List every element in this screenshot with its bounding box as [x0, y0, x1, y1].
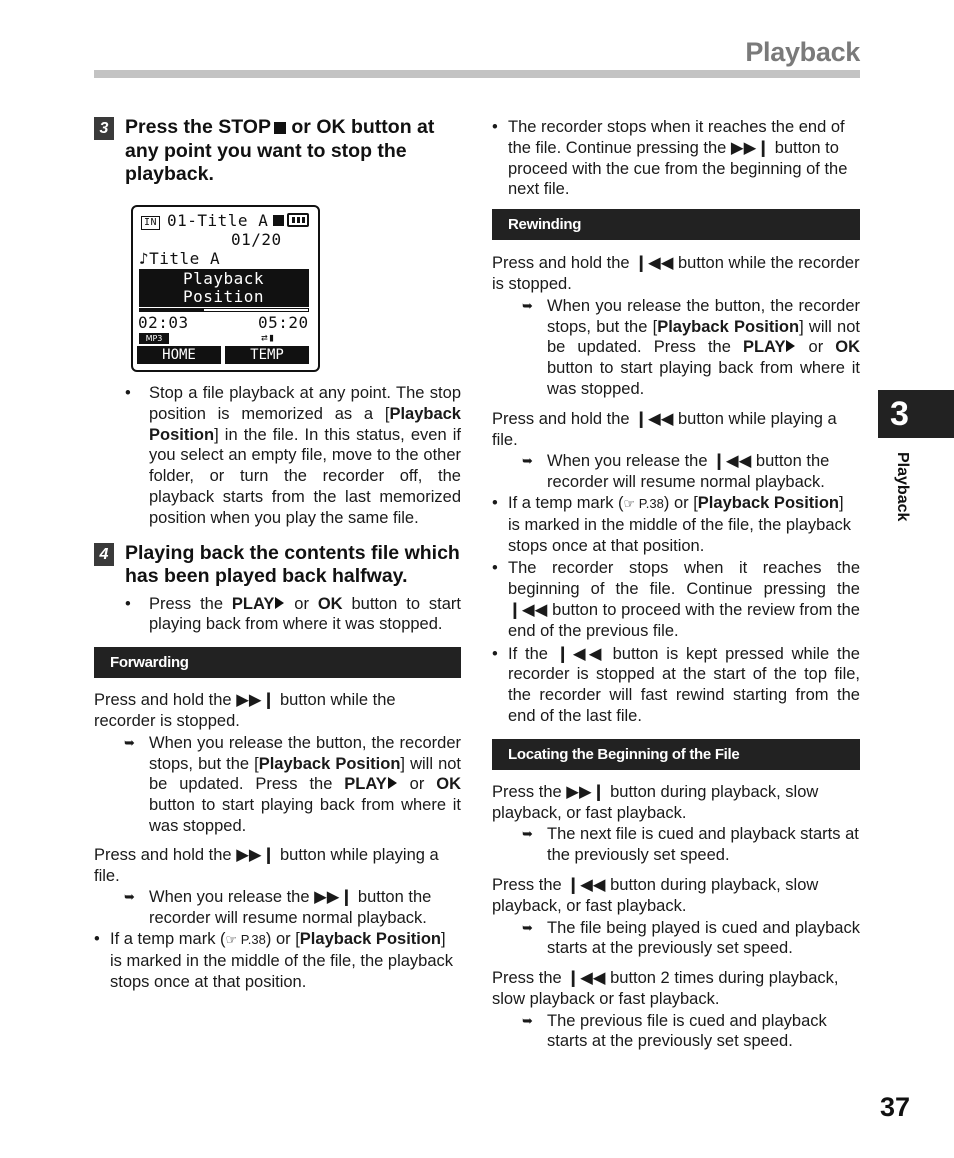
right-column — [492, 117, 860, 1052]
left-column — [94, 116, 461, 187]
forward-end-bullet: • The recorder stops when it reaches the end of the file. Continue pressing the ▶▶❙ button to proceed with the cue from the beginning of the next file. — [492, 118, 848, 199]
left-column-body — [94, 383, 461, 992]
page-number: 37 — [880, 1092, 911, 1122]
locate-current-note: ➥ The file being played is cued and playback starts at the previously set speed. — [522, 918, 860, 958]
arrow-icon: ➥ — [522, 1012, 533, 1028]
music-note-icon: ♪ — [139, 249, 150, 268]
lcd-total-time: 05:20 — [258, 313, 309, 332]
step-3: 3 Press the STOP or OK button at any point you want to stop the playback. — [94, 116, 461, 187]
previous-icon: ❙◀◀ — [566, 969, 606, 988]
resume-bullet: • Press the PLAY or OK button to start playing back from where it was stopped. — [125, 594, 461, 634]
section-locating: Locating the Beginning of the File — [492, 739, 860, 770]
rewind-release-note: ➥ When you release the button, the recorder stops, but the [Playback Position] will not be updated. Press the PLAY or OK button to start playing back from where it was stopped. — [522, 296, 861, 398]
forward-release-note: ➥ When you release the button, the recorder stops, but the [Playback Position] will not be updated. Press the PLAY or OK button to start playing back from where it was stopped. — [124, 733, 462, 835]
progress-bar — [139, 308, 309, 312]
rewind-resume-note: ➥ When you release the ❙◀◀ button the recorder will resume normal playback. — [522, 452, 830, 492]
rewind-stopped-text: Press and hold the ❙◀◀ button while the recorder is stopped. — [492, 254, 860, 293]
lcd-file-name: 01-Title A — [167, 211, 269, 230]
forward-resume-note: ➥ When you release the ▶▶❙ button the recorder will resume normal playback. — [124, 888, 432, 928]
next-icon: ▶▶❙ — [566, 782, 606, 801]
rewind-top-file-bullet: • If the ❙◀◀ button is kept pressed while the recorder is stopped at the start of the top file, the recorder will fast rewind starting from the end of the last file. — [492, 644, 860, 725]
previous-icon: ❙◀◀ — [712, 452, 752, 471]
previous-icon: ❙◀◀ — [508, 600, 548, 619]
next-icon: ▶▶❙ — [730, 138, 771, 157]
next-icon: ▶▶❙ — [236, 691, 276, 710]
rewind-tempmark-bullet: • If a temp mark (☞ P.38) or [Playback Position] is marked in the middle of the file, the playback stops once at that position. — [492, 493, 852, 555]
arrow-icon: ➥ — [522, 826, 533, 842]
previous-icon: ❙◀◀ — [555, 644, 605, 663]
lcd-home-button: HOME — [137, 346, 221, 364]
step-4: 4 Playing back the contents file which has been played back halfway. — [94, 542, 461, 589]
next-icon: ▶▶❙ — [314, 888, 354, 907]
section-rewinding: Rewinding — [492, 209, 860, 240]
locate-next-text: Press the ▶▶❙ button during playback, slow playback, or fast playback. — [492, 782, 819, 822]
recorder-lcd-screen — [131, 205, 320, 372]
forward-tempmark-bullet: • If a temp mark (☞ P.38) or [Playback Position] is marked in the middle of the file, the playback stops once at that position. — [94, 929, 454, 991]
folder-badge: IN — [141, 216, 160, 230]
locate-next-note: ➥ The next file is cued and playback starts at the previously set speed. — [522, 825, 859, 865]
lcd-elapsed-time: 02:03 — [138, 313, 189, 332]
next-icon: ▶▶❙ — [236, 845, 276, 864]
arrow-icon: ➥ — [522, 453, 533, 469]
arrow-icon: ➥ — [522, 297, 533, 313]
rewind-playing-text: Press and hold the ❙◀◀ button while playing a file. — [492, 409, 837, 449]
stop-info-bullet: • Stop a file playback at any point. The stop position is memorized as a [Playback Position] in the file. In this status, even if you select an empty file, move to the other folder, or turn the recorder off, the playback starts from the last memorized position when you play the same file. — [125, 384, 461, 527]
lock-icon — [273, 215, 284, 226]
lcd-message-box: Playback Position — [139, 269, 309, 307]
battery-icon — [287, 213, 309, 227]
rewind-beginning-bullet: • The recorder stops when it reaches the beginning of the file. Continue pressing the ❙◀◀ button to proceed with the review from the end of the previous file. — [492, 559, 860, 640]
lcd-temp-button: TEMP — [225, 346, 309, 364]
play-icon — [786, 340, 795, 352]
previous-icon: ❙◀◀ — [634, 254, 674, 273]
forward-stopped-text: Press and hold the ▶▶❙ button while the recorder is stopped. — [94, 691, 396, 730]
lcd-file-count: 01/20 — [231, 230, 282, 249]
play-icon — [275, 597, 284, 609]
section-forwarding: Forwarding — [94, 647, 461, 678]
arrow-icon: ➥ — [124, 889, 135, 905]
lcd-title: ♪Title A — [139, 249, 221, 268]
play-icon — [388, 777, 397, 789]
locate-current-text: Press the ❙◀◀ button during playback, slow playback, or fast playback. — [492, 875, 819, 915]
locate-previous-text: Press the ❙◀◀ button 2 times during playback, slow playback or fast playback. — [492, 969, 839, 1008]
forward-playing-text: Press and hold the ▶▶❙ button while playing a file. — [94, 845, 439, 885]
arrow-icon: ➥ — [522, 919, 533, 935]
previous-icon: ❙◀◀ — [566, 875, 606, 894]
format-badge: MP3 — [139, 333, 169, 344]
repeat-icon: ⇄▮ — [261, 331, 276, 344]
arrow-icon: ➥ — [124, 734, 135, 750]
page-header-title: Playback — [745, 37, 860, 67]
stop-icon — [274, 122, 286, 134]
locate-previous-note: ➥ The previous file is cued and playback starts at the previously set speed. — [522, 1011, 827, 1051]
chapter-tab-number: 3 — [878, 390, 954, 438]
chapter-tab-label: Playback — [894, 452, 911, 522]
previous-icon: ❙◀◀ — [634, 409, 674, 428]
header-rule — [94, 70, 860, 78]
